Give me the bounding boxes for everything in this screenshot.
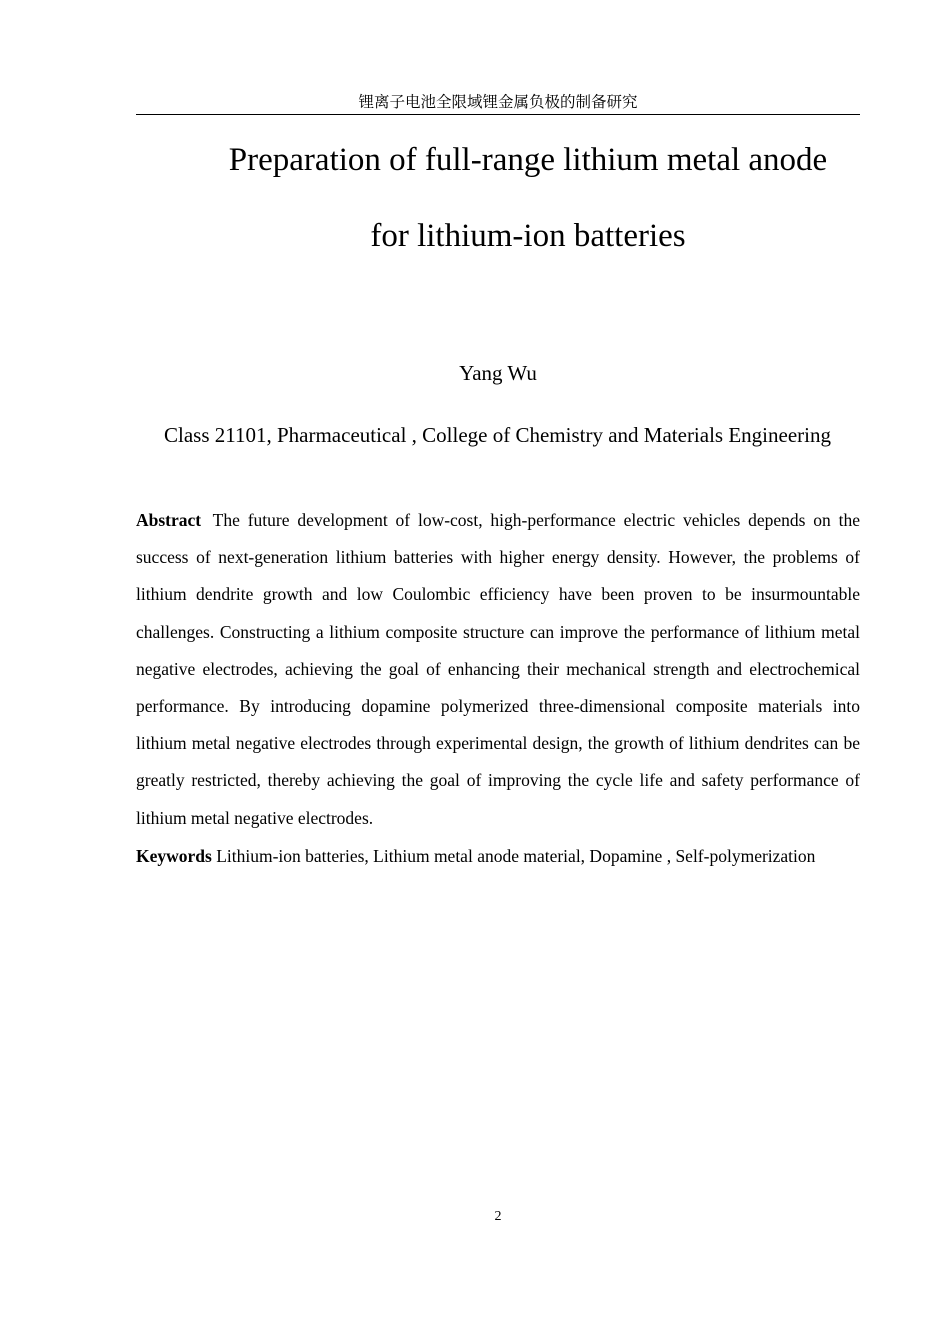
author-name: Yang Wu [459,361,537,385]
keywords-text: Lithium-ion batteries, Lithium metal anode material, Dopamine , Self-polymerization [216,846,816,866]
paper-title-line-1: Preparation of full-range lithium metal anode [228,142,828,178]
abstract-text: The future development of low-cost, high-performance electric vehicles depends on the success of next-generation lithium batteries with higher energy density. However, the problems of lithium dendrite growth and low Coulombic efficiency have been proven to be insurmountable challenges. Constructing a lithium composite structure can improve the performance of lithium metal negative electrodes, achieving the goal of enhancing their mechanical strength and electrochemical performance. By introducing dopamine polymerized three-dimensional composite materials into lithium metal negative electrodes through experimental design, the growth of lithium dendrites can be greatly restricted, thereby achieving the goal of improving the cycle life and safety performance of lithium metal negative electrodes. [136,510,861,828]
abstract-paragraph [136,502,860,837]
running-header: 锂离子电池全限域锂金属负极的制备研究 [136,90,860,115]
author-affiliation: Class 21101, Pharmaceutical , College of Chemistry and Materials Engineering [164,423,831,447]
abstract-label: Abstract [136,510,202,530]
keywords-label: Keywords [136,846,212,866]
paper-title-line-2: for lithium-ion batteries [370,218,686,254]
paper-title [136,122,860,274]
page-number: 2 [494,1209,502,1224]
keywords-paragraph [136,838,860,875]
